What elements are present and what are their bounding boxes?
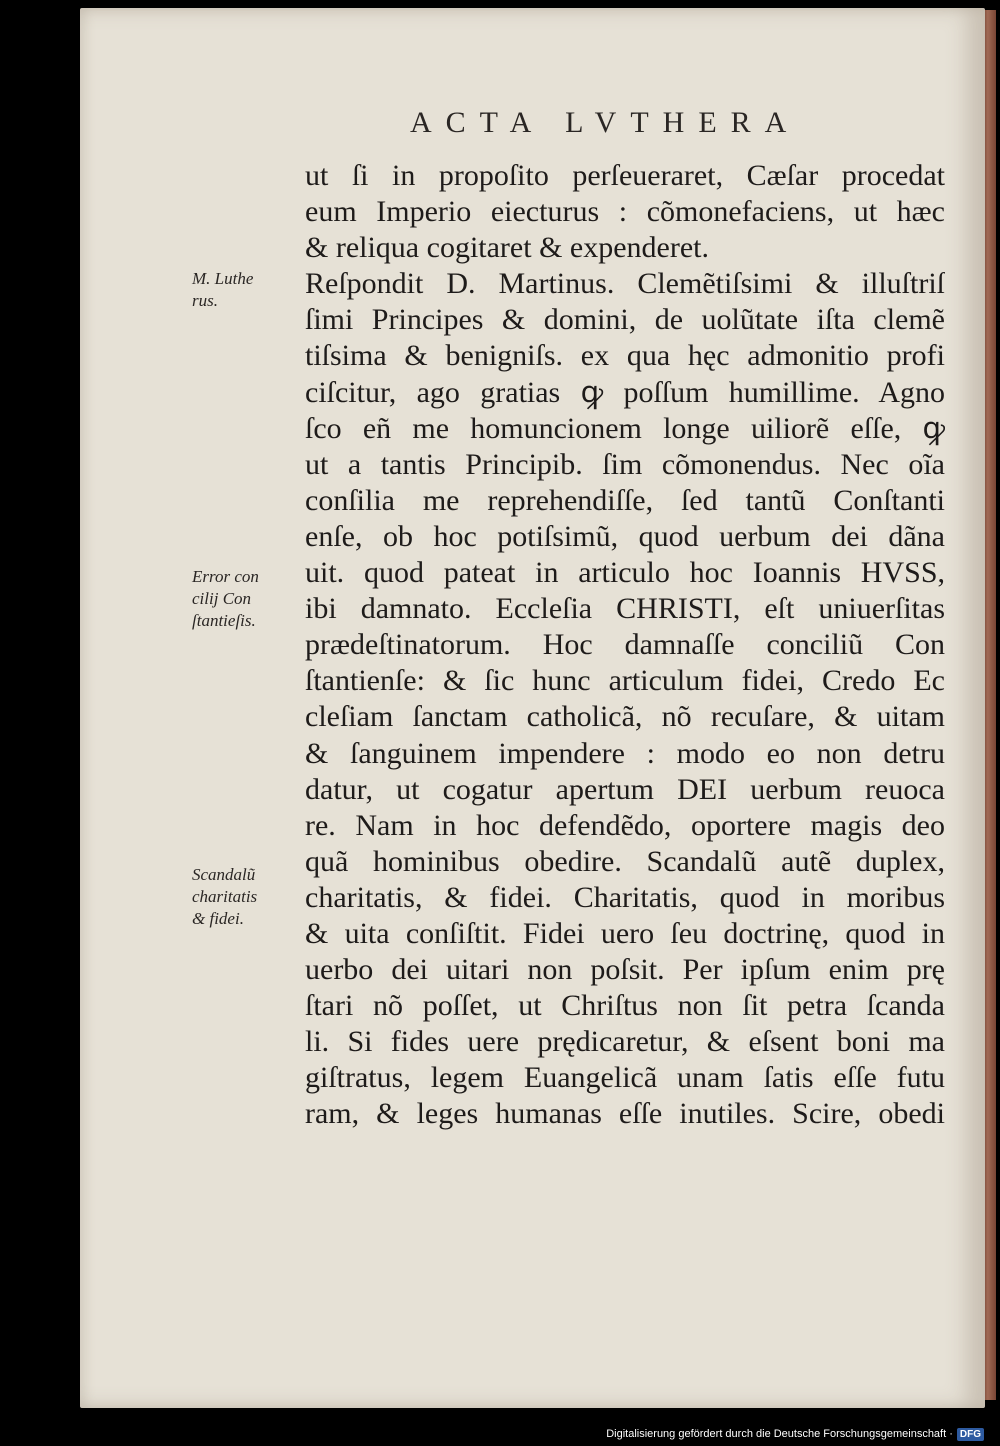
marginal-line: charitatis <box>192 887 258 906</box>
text-line: datur, ut cogatur apertum DEI uerbum reuoca <box>305 772 945 806</box>
running-head: ACTA LVTHERA <box>410 106 801 139</box>
text-line: ſimi Principes & domini, de uolũtate iſta clemẽ <box>305 303 945 337</box>
text-line: ſtari nõ poſſet, ut Chriſtus non ſit petra ſcanda <box>305 989 945 1023</box>
text-line: quã hominibus obedire. Scandalũ autẽ duplex, <box>305 844 945 878</box>
text-line: conſilia me reprehendiſſe, ſed tantũ Conſtanti <box>305 483 945 517</box>
text-line: re. Nam in hoc defendẽdo, oportere magis deo <box>305 808 945 842</box>
marginal-line: M. Luthe <box>192 269 254 288</box>
text-line: cleſiam ſanctam catholicã, nõ recuſare, & uitam <box>305 700 945 734</box>
marginal-line: cilij Con <box>192 589 252 608</box>
text-line: uit. quod pateat in articulo hoc Ioannis HVSS, <box>305 556 945 590</box>
text-line: prædeſtinatorum. Hoc damnaſſe conciliũ Con <box>305 628 945 662</box>
text-line: tiſsima & benigniſs. ex qua hęc admonitio profi <box>305 339 945 373</box>
digitization-footer <box>590 1424 990 1444</box>
text-line: Reſpondit D. Martinus. Clemẽtiſsimi & illuſtriſ <box>305 267 945 301</box>
text-line: & ſanguinem impendere : modo eo non detru <box>305 736 945 770</box>
text-line: ut ſi in propoſito perſeueraret, Cæſar procedat <box>305 159 945 192</box>
marginal-note-luther <box>192 268 292 312</box>
text-line: ibi damnato. Eccleſia CHRISTI, eſt uniuerſitas <box>305 592 945 626</box>
text-line: & uita conſiſtit. Fidei uero ſeu doctrinę, quod in <box>305 916 945 950</box>
text-line: enſe, ob hoc potiſsimũ, quod uerbum dei dãna <box>305 519 945 553</box>
text-line: ut a tantis Principib. ſim cõmonendus. Nec oĩa <box>305 447 945 481</box>
text-line: ram, & leges humanas eſſe inutiles. Scire, obedi <box>305 1097 945 1131</box>
marginal-line: Error con <box>192 567 259 586</box>
marginal-note-scandalum <box>192 864 292 930</box>
text-line: charitatis, & fidei. Charitatis, quod in moribus <box>305 880 945 914</box>
text-line: & reliqua cogitaret & expenderet. <box>305 231 709 265</box>
marginal-line: Scandalũ <box>192 865 256 884</box>
text-line: eum Imperio eiecturus : cõmonefaciens, ut hæc <box>305 195 945 229</box>
main-text-block <box>305 158 945 1133</box>
marginal-line: rus. <box>192 291 218 310</box>
text-line: giſtratus, legem Euangelicã unam ſatis eſſe futu <box>305 1061 945 1095</box>
text-line: ciſcitur, ago gratias ꝙ poſſum humillime. Agno <box>305 375 945 409</box>
footer-credit: Digitalisierung gefördert durch die Deutsche Forschungsgemeinschaft · <box>606 1428 953 1440</box>
text-line: li. Si fides uere prędicaretur, & eſsent boni ma <box>305 1025 945 1059</box>
dfg-logo-icon: DFG <box>957 1428 984 1441</box>
marginal-line: & fidei. <box>192 909 244 928</box>
text-line: ſco eñ me homuncionem longe uiliorẽ eſſe, ꝙ <box>305 411 945 445</box>
text-line: ſtantienſe: & ſic hunc articulum fidei, Credo Ec <box>305 664 945 698</box>
text-line: uerbo dei uitari non poſsit. Per ipſum enim prę <box>305 953 945 987</box>
marginal-note-error-concilii <box>192 566 292 632</box>
marginal-line: ſtantieſis. <box>192 611 256 630</box>
